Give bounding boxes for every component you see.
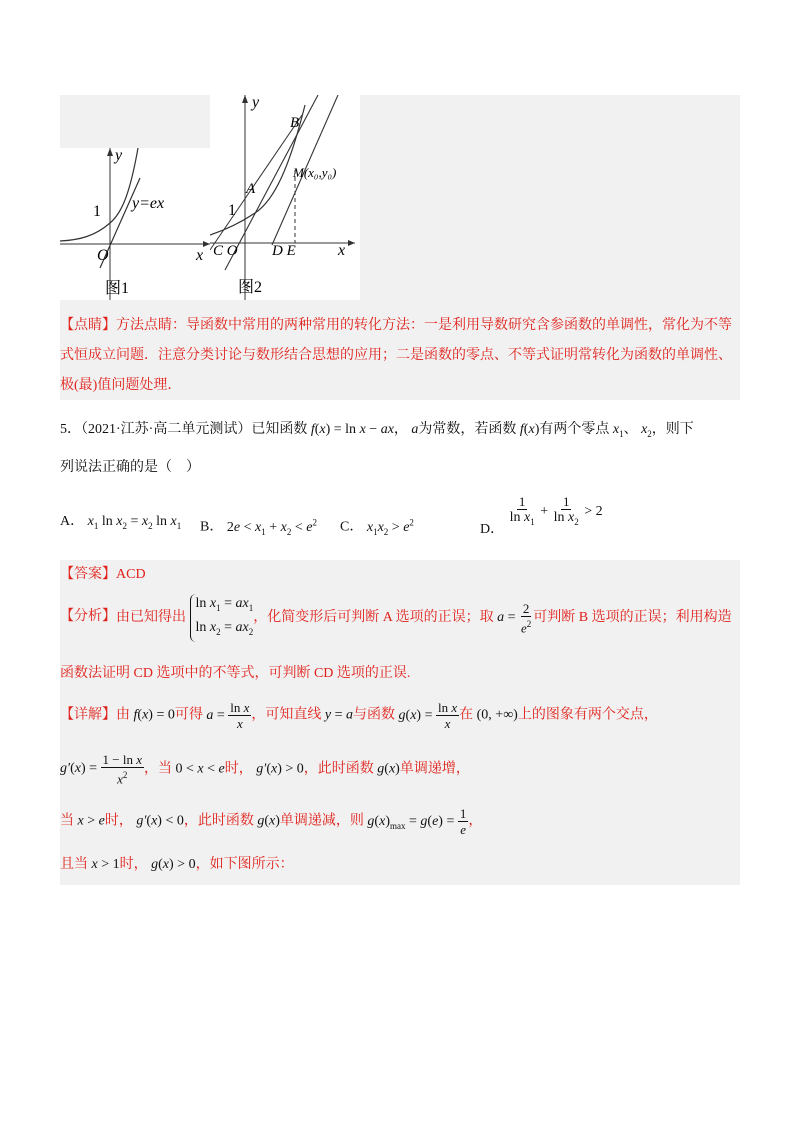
answer-value: ACD <box>116 567 146 582</box>
analysis-line-2: 函数法证明 CD 选项中的不等式，可判断 CD 选项的正误. <box>60 666 411 681</box>
question-source: （2021·江苏·高二单元测试）已知函数 <box>81 422 308 437</box>
fig1-x-label: x <box>196 247 204 264</box>
question-x2: $x_2$ <box>641 422 652 439</box>
fig2-one-label: 1 <box>228 202 236 219</box>
answer-tag: 【答案】 <box>60 567 116 582</box>
question-fx: f(x) <box>519 422 540 437</box>
analysis-line-1: 【分析】由已知得出 $\ln x_1 = ax_1$ $\ln x_2 = ax_2$，化简变形后可判断 A 选项的正误；取 a = $\frac{2}{e^2}$ 可判断 B 选项的正误；利用构造 <box>60 594 732 642</box>
fig1-caption: 图1 <box>105 280 130 297</box>
tip-line-1 <box>60 316 732 336</box>
fig1-line-label: y=ex <box>132 195 165 212</box>
figure-1-graph <box>60 148 210 300</box>
figure-1 <box>60 148 210 300</box>
tip-tag: 【点睛】 <box>60 318 116 333</box>
answer-line <box>60 565 146 585</box>
option-d-frac-2: $\frac{1}{\ln x_2}$ <box>553 494 579 527</box>
detail-line-4: 且当 x > 1时， g(x) > 0，如下图所示： <box>60 857 294 872</box>
option-c: C． $x_1x_2 > e^2$ <box>340 517 414 537</box>
figure-2 <box>210 95 360 300</box>
question-function: f(x) = ln x − ax <box>310 422 394 437</box>
tip-line-3: 极(最)值问题处理． <box>60 378 182 393</box>
analysis-tag: 【分析】 <box>60 609 116 625</box>
option-a: A． $x_1$ $\ln x_2 = x_2$ $\ln x_1$ <box>60 514 182 531</box>
option-a-formula: $x_1$ $\ln x_2 = x_2$ $\ln x_1$ <box>87 514 182 531</box>
question-line-2: 列说法正确的是（ ） <box>60 460 200 475</box>
fig1-y-label: y <box>115 148 123 164</box>
fig1-one-label: 1 <box>93 203 101 220</box>
fig2-points-de: D E <box>272 243 296 259</box>
option-b-formula: $2e < x_1 + x_2 < e^2$ <box>226 517 317 537</box>
detail-line-2: g′(x) = $\frac{\text{1 − ln x}}{x^2}$ ，当 0 < x < e时， g′(x) > 0，此时函数 g(x)单调递增， <box>60 752 470 787</box>
question-line-1: 5．（2021·江苏·高二单元测试）已知函数 f(x) = ln x − ax， a为常数，若函数 f(x)有两个零点 $x_1$、 $x_2$，则下 <box>60 422 694 439</box>
fig2-points-co: C O <box>213 243 238 259</box>
fig2-y-label: y <box>252 95 260 111</box>
question-number: 5． <box>60 422 81 437</box>
analysis-system: $\ln x_1 = ax_1$ $\ln x_2 = ax_2$ <box>190 594 254 642</box>
figure-2-graph <box>210 95 360 300</box>
detail-tag: 【详解】 <box>60 707 116 723</box>
fig1-origin-label: O <box>97 247 109 264</box>
tip-text-1: 方法点睛：导函数中常用的两种常用的转化方法：一是利用导数研究含参函数的单调性，常化为不等 <box>116 318 732 333</box>
question-var-a: a <box>411 422 419 437</box>
tip-line-2: 式恒成立问题．注意分类讨论与数形结合思想的应用；二是函数的零点、不等式证明常转化为函数的单调性、 <box>60 348 732 363</box>
fig2-caption: 图2 <box>238 279 263 296</box>
option-c-formula: $x_1x_2 > e^2$ <box>366 517 414 537</box>
option-d: D． $\frac{1}{\ln x_1}$ + $\frac{1}{\ln x_2}$ > 2 <box>480 494 603 538</box>
option-b: B． $2e < x_1 + x_2 < e^2$ <box>200 517 317 537</box>
analysis-a-value: a = $\frac{2}{e^2}$ <box>497 600 532 635</box>
question-x1: $x_1$ <box>612 422 624 439</box>
fig2-point-m: M(x₀,y₀) <box>293 165 337 180</box>
detail-line-3: 当 x > e时， g′(x) < 0，此时函数 g(x)单调递减，则 $g(x)_{max} = g(e)$ = $\frac{1}{e}$ ， <box>60 806 483 837</box>
option-d-frac-1: $\frac{1}{\ln x_1}$ <box>509 494 535 527</box>
fig2-x-label: x <box>338 242 346 259</box>
fig2-point-a: A <box>246 181 256 197</box>
fig2-point-b: B <box>290 115 300 131</box>
detail-line-1: 【详解】由 f(x) = 0可得 a = $\frac{\text{ln x}}{x}$ ，可知直线 y = a与函数 g(x) = $\frac{\text{ln x}}{x}$ 在 (0, +∞)上的图象有两个交点， <box>60 700 658 731</box>
